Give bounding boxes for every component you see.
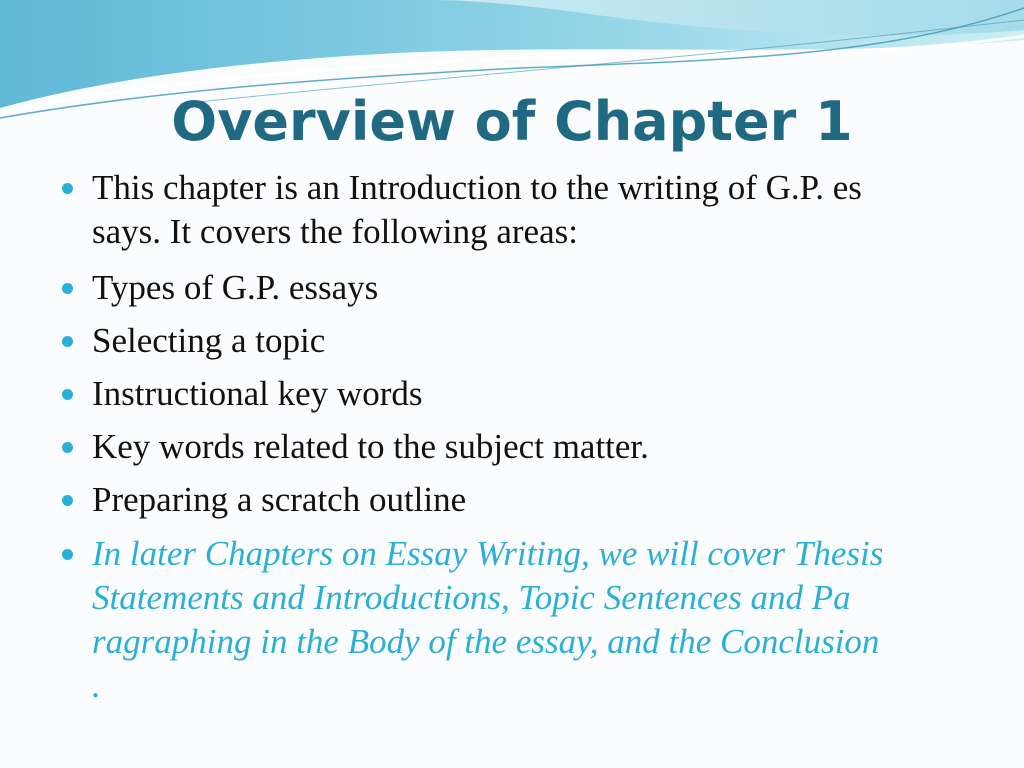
bullet-text: Types of G.P. essays [92, 268, 379, 307]
bullet-item-types [92, 266, 972, 310]
bullet-dot-icon [62, 442, 73, 453]
bullet-item-subject [92, 425, 972, 469]
bullet-line: In later Chapters on Essay Writing, we will cover Thesis [92, 534, 884, 573]
bullet-line: ragraphing in the Body of the essay, and the Conclusion [92, 622, 880, 661]
bullet-line: This chapter is an Introduction to the writing of G.P. es [92, 168, 862, 207]
bullet-item-instructional [92, 372, 972, 416]
bullet-text: Instructional key words [92, 374, 423, 413]
slide-title: Overview of Chapter 1 [171, 90, 853, 153]
bullet-line: says. It covers the following areas: [92, 212, 578, 251]
bullet-dot-icon [62, 183, 73, 194]
bullet-line: . [92, 666, 101, 705]
bullet-dot-icon [62, 336, 73, 347]
bullet-text: Key words related to the subject matter. [92, 427, 649, 466]
bullet-item-outline [92, 478, 972, 522]
bullet-dot-icon [62, 283, 73, 294]
bullet-text: Preparing a scratch outline [92, 480, 467, 519]
bullet-dot-icon [62, 389, 73, 400]
bullet-item-intro [92, 166, 972, 254]
bullet-item-later-chapters [92, 532, 972, 708]
bullet-item-topic [92, 319, 972, 363]
bullet-line: Statements and Introductions, Topic Sentences and Pa [92, 578, 851, 617]
bullet-dot-icon [62, 495, 73, 506]
bullet-dot-icon [62, 549, 73, 560]
bullet-text: Selecting a topic [92, 321, 326, 360]
